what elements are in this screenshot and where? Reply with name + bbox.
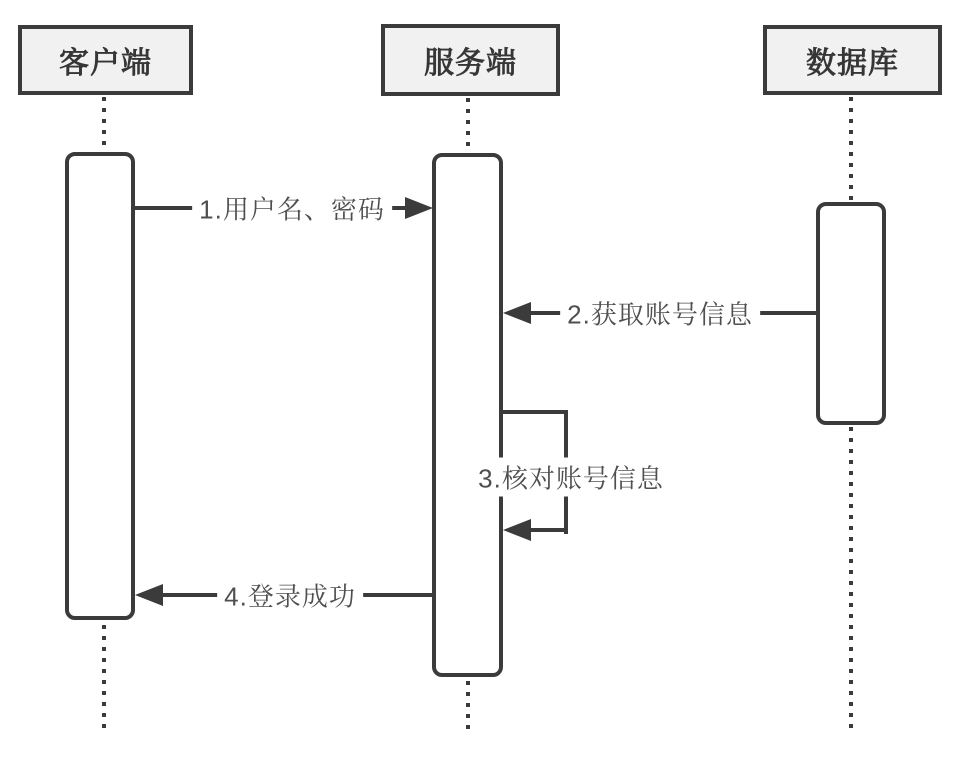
message-3-label: 3.核对账号信息 — [471, 458, 671, 497]
message-3-self-loop-bottom-segment — [530, 528, 568, 532]
message-2-arrowhead-left-icon — [503, 302, 531, 324]
message-1-arrowhead-right-icon — [405, 197, 433, 219]
activation-bar-database — [816, 202, 886, 425]
message-4-arrowhead-left-icon — [135, 584, 163, 606]
actor-label-server: 服务端 — [424, 47, 517, 80]
message-2-label: 2.获取账号信息 — [560, 294, 760, 333]
activation-bar-client — [65, 152, 135, 620]
actor-box-client — [18, 25, 193, 95]
message-1-label: 1.用户名、密码 — [192, 189, 392, 228]
message-3-self-loop-top-segment — [503, 410, 568, 414]
activation-bar-server — [432, 153, 503, 677]
actor-box-database — [763, 25, 942, 95]
actor-label-database: 数据库 — [806, 47, 899, 80]
actor-label-client: 客户端 — [59, 47, 152, 80]
message-4-label: 4.登录成功 — [217, 576, 363, 615]
actor-box-server — [381, 24, 560, 96]
message-3-arrowhead-left-icon — [503, 519, 531, 541]
